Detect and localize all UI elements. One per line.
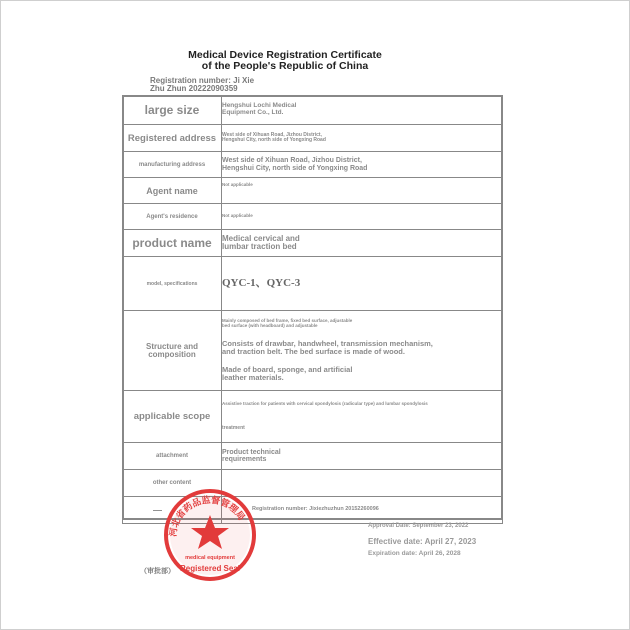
row-label: Structure and composition — [123, 311, 222, 391]
seal-registered: Registered Seal — [179, 564, 241, 573]
row-value: Not applicable — [222, 204, 503, 230]
title-line-1: Medical Device Registration Certificate — [188, 49, 382, 61]
row-label: Agent name — [123, 178, 222, 204]
row-value: West side of Xihuan Road, Jizhou District, Hengshui City, north side of Yongxing Road — [222, 152, 503, 178]
registration-number-line-2: Zhu Zhun 20222090359 — [150, 84, 238, 93]
certificate-table — [122, 95, 503, 524]
row-applicable-scope — [123, 391, 503, 443]
row-attachment — [123, 443, 503, 470]
row-label: Agent's residence — [123, 204, 222, 230]
row-value: QYC-1、QYC-3 — [222, 257, 503, 311]
official-seal — [162, 487, 258, 583]
certificate-title — [150, 50, 420, 72]
registration-number — [150, 77, 254, 93]
issuer-label: （审批部） — [140, 568, 175, 575]
seal-caption: medical equipment — [185, 555, 235, 561]
row-structure-composition — [123, 311, 503, 391]
row-value: Hengshui Lochi Medical Equipment Co., Ltd. — [222, 96, 503, 125]
row-agent-residence — [123, 204, 503, 230]
row-label: attachment — [123, 443, 222, 470]
row-value: Registration number: Jixiezhuzhun 20152260096 — [222, 497, 503, 524]
row-value: West side of Xihuan Road, Jizhou District, Hengshui City, north side of Yongxing Road — [222, 125, 503, 152]
row-label: Registered address — [123, 125, 222, 152]
row-label: applicable scope — [123, 391, 222, 443]
row-product-name — [123, 230, 503, 257]
row-registered-address — [123, 125, 503, 152]
row-manufacturing-address — [123, 152, 503, 178]
seal-arc-text: 河北省药品监督管理局 — [167, 494, 247, 538]
row-large-size — [123, 96, 503, 125]
effective-date: Effective date: April 27, 2023 — [368, 537, 477, 546]
expiration-date: Expiration date: April 26, 2028 — [368, 550, 461, 557]
row-label: model, specifications — [123, 257, 222, 311]
registration-number-line-1: Registration number: Ji Xie — [150, 76, 255, 85]
row-label: large size — [123, 96, 222, 125]
row-label: other content — [123, 470, 222, 497]
row-agent-name — [123, 178, 503, 204]
row-label: manufacturing address — [123, 152, 222, 178]
row-value: Product technical requirements — [222, 443, 503, 470]
row-value: Mainly composed of bed frame, fixed bed surface, adjustable bed surface (with headboard) and adjustable Consists of drawbar, handwheel, transmission mechanism, and traction belt. The bed surface is made of wood. Made of board, sponge, and artificial leather materials. — [222, 311, 503, 391]
row-label: product name — [123, 230, 222, 257]
row-value: Not applicable — [222, 178, 503, 204]
row-model-specifications — [123, 257, 503, 311]
row-value: Assistive traction for patients with cervical spondylosis (radicular type) and lumbar spondylosis treatment — [222, 391, 503, 443]
row-value: Medical cervical and lumbar traction bed — [222, 230, 503, 257]
row-value — [222, 470, 503, 497]
title-line-2: of the People's Republic of China — [201, 60, 369, 72]
approval-date: Approval Date: September 23, 2022 — [368, 523, 469, 529]
row-label: — — [123, 497, 222, 524]
